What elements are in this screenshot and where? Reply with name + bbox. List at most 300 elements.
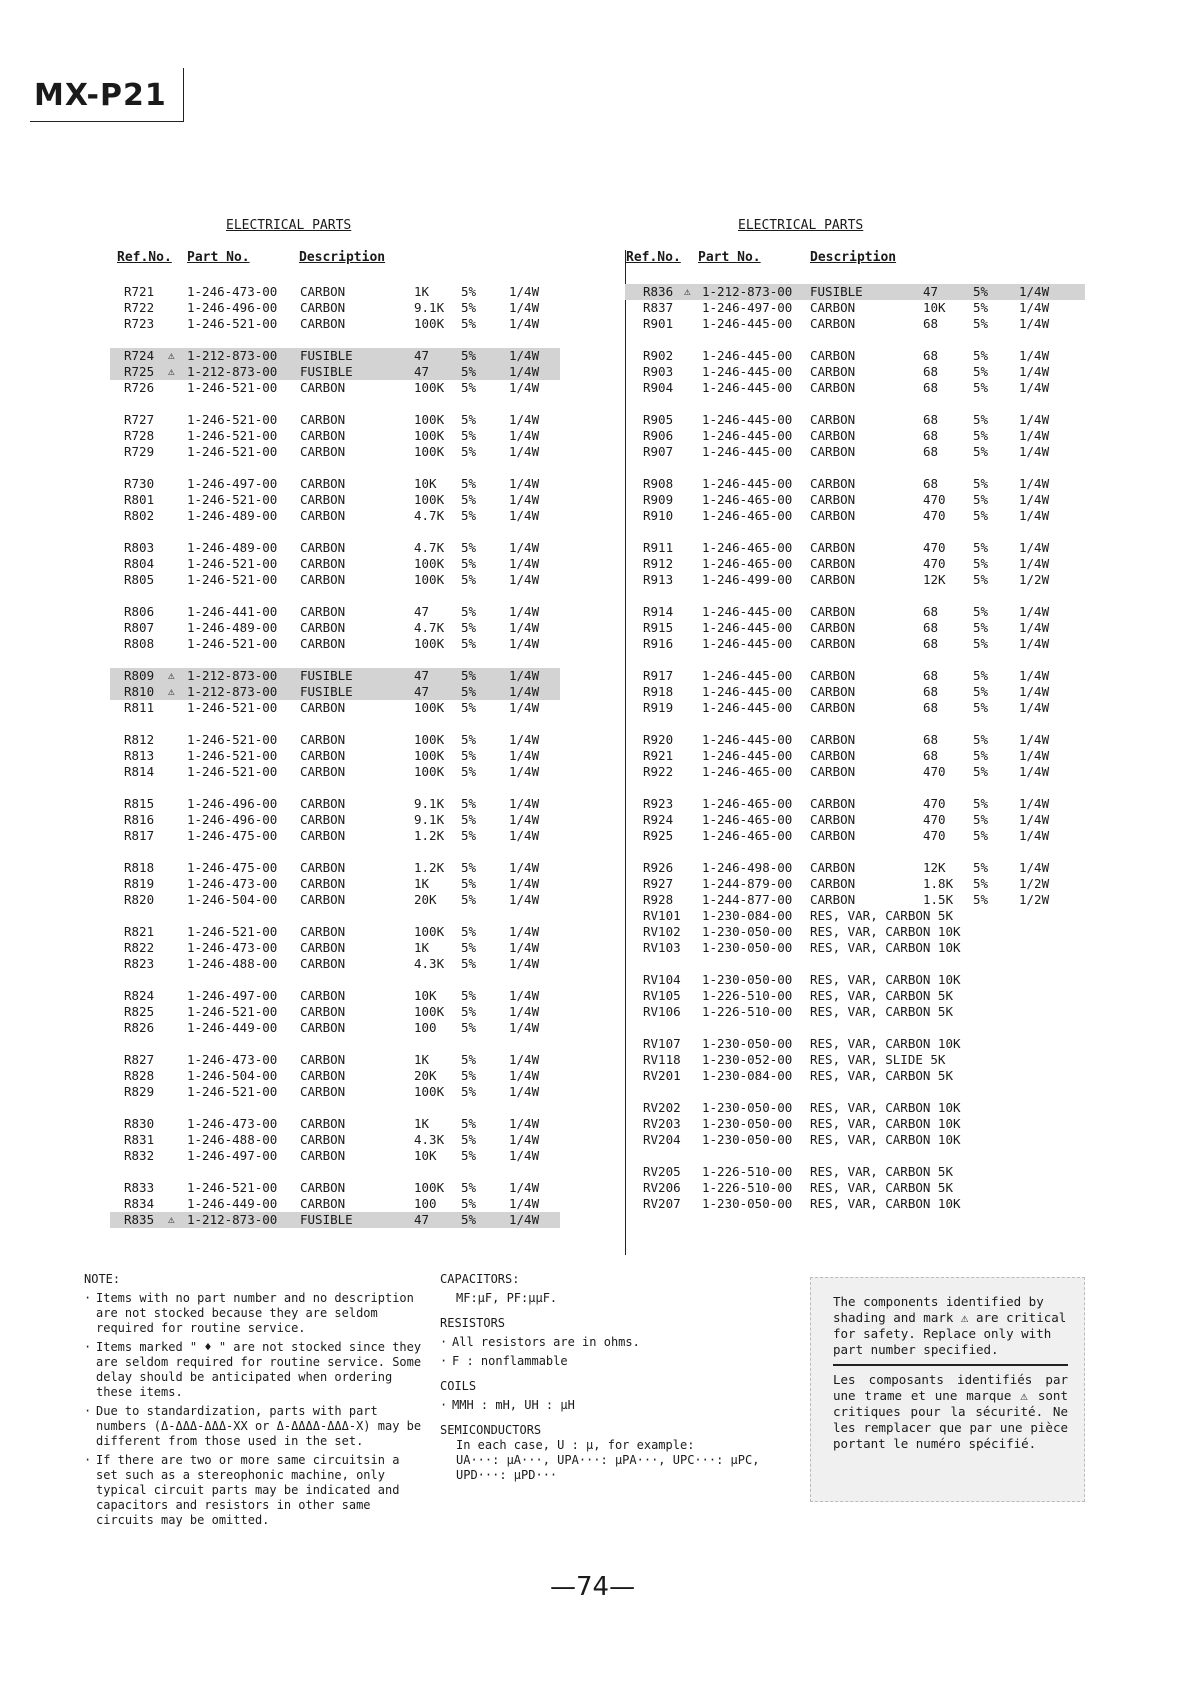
note-item: · Items marked " ♦ " are not stocked since they are seldom required for routine service. Some delay should be anticipated when ordering these items. (84, 1340, 422, 1399)
cell-val: 100K (414, 700, 445, 715)
part-row (625, 572, 1085, 588)
cell-ref: R833 (124, 1180, 155, 1195)
cell-watt: 1/4W (509, 540, 540, 555)
part-row (110, 284, 560, 300)
part-row (625, 284, 1085, 300)
cell-watt: 1/4W (509, 364, 540, 379)
part-row (625, 1100, 1085, 1116)
cell-watt: 1/4W (1019, 284, 1050, 299)
part-row (110, 1212, 560, 1228)
cell-part: 1-246-489-00 (187, 620, 278, 635)
part-row (625, 300, 1085, 316)
cell-ref: R729 (124, 444, 155, 459)
cell-ref: R905 (643, 412, 674, 427)
cell-tol: 5% (461, 860, 477, 875)
cell-part: 1-212-873-00 (702, 284, 793, 299)
cell-val: 4.7K (414, 620, 445, 635)
cell-val: 1K (414, 876, 430, 891)
cell-tol: 5% (461, 476, 477, 491)
cell-part: 1-244-879-00 (702, 876, 793, 891)
cell-watt: 1/4W (509, 1132, 540, 1147)
cell-val: 100 (414, 1020, 437, 1035)
cell-desc: CARBON (300, 956, 346, 971)
cell-tol: 5% (973, 748, 989, 763)
cell-part: 1-246-465-00 (702, 540, 793, 555)
cell-tol: 5% (461, 1180, 477, 1195)
part-row (625, 1052, 1085, 1068)
cell-tol: 5% (461, 748, 477, 763)
cell-watt: 1/4W (1019, 732, 1050, 747)
cell-ref: RV102 (643, 924, 681, 939)
cell-watt: 1/4W (509, 764, 540, 779)
cell-tol: 5% (461, 572, 477, 587)
cell-part: 1-246-488-00 (187, 956, 278, 971)
part-row (110, 1116, 560, 1132)
cell-ref: R928 (643, 892, 674, 907)
cell-ref: R804 (124, 556, 155, 571)
cell-ref: RV107 (643, 1036, 681, 1051)
cell-ref: R723 (124, 316, 155, 331)
cell-desc: CARBON (300, 1020, 346, 1035)
cell-tol: 5% (973, 412, 989, 427)
cell-val: 4.7K (414, 508, 445, 523)
part-row (625, 364, 1085, 380)
cell-part: 1-246-496-00 (187, 300, 278, 315)
cell-desc: CARBON (810, 732, 856, 747)
cell-desc: CARBON (300, 1116, 346, 1131)
part-row (625, 636, 1085, 652)
part-row (110, 428, 560, 444)
cell-part: 1-246-521-00 (187, 924, 278, 939)
note-section (84, 1272, 424, 1528)
cell-part: 1-246-445-00 (702, 364, 793, 379)
part-row (625, 1004, 1085, 1020)
cell-part: 1-246-465-00 (702, 812, 793, 827)
cell-tol: 5% (461, 1020, 477, 1035)
cell-val: 47 (414, 668, 430, 683)
part-row (625, 764, 1085, 780)
cell-ref: R836 (643, 284, 674, 299)
cell-val: 68 (923, 316, 939, 331)
cell-ref: R920 (643, 732, 674, 747)
cell-ref: R901 (643, 316, 674, 331)
cell-watt: 1/4W (1019, 444, 1050, 459)
part-row (625, 380, 1085, 396)
part-row (110, 492, 560, 508)
model-divider-horizontal (30, 121, 184, 122)
cell-tol: 5% (973, 284, 989, 299)
cell-val: 100K (414, 428, 445, 443)
warning-triangle-icon: ⚠ (168, 349, 175, 362)
part-row (110, 1004, 560, 1020)
cell-ref: R922 (643, 764, 674, 779)
cell-val: 100 (414, 1196, 437, 1211)
parts-list-left (110, 284, 560, 1228)
cell-part: 1-230-050-00 (702, 940, 793, 955)
cell-desc: FUSIBLE (300, 1212, 353, 1227)
note-item: · Items with no part number and no description are not stocked because they are seldom required for routine service. (84, 1291, 414, 1335)
cell-desc: RES, VAR, CARBON 10K (810, 924, 961, 939)
header-part: Part No. (187, 250, 250, 265)
cell-watt: 1/2W (1019, 876, 1050, 891)
model-divider-vertical (183, 68, 184, 122)
cell-part: 1-230-050-00 (702, 1116, 793, 1131)
cell-ref: R913 (643, 572, 674, 587)
cell-desc: CARBON (300, 508, 346, 523)
cell-desc: CARBON (300, 444, 346, 459)
cell-watt: 1/4W (509, 1212, 540, 1227)
part-row (110, 556, 560, 572)
cell-tol: 5% (973, 364, 989, 379)
cell-val: 470 (923, 556, 946, 571)
part-row (625, 1068, 1085, 1084)
cell-watt: 1/4W (509, 796, 540, 811)
cell-tol: 5% (973, 828, 989, 843)
part-row (625, 540, 1085, 556)
cell-part: 1-246-497-00 (187, 476, 278, 491)
cell-part: 1-246-521-00 (187, 732, 278, 747)
part-row (110, 860, 560, 876)
cell-tol: 5% (461, 428, 477, 443)
cell-desc: RES, VAR, CARBON 5K (810, 1068, 953, 1083)
cell-val: 100K (414, 572, 445, 587)
cell-ref: R809 (124, 668, 155, 683)
cell-watt: 1/4W (509, 412, 540, 427)
cell-part: 1-246-445-00 (702, 428, 793, 443)
part-row (110, 1052, 560, 1068)
cell-watt: 1/4W (509, 940, 540, 955)
cell-part: 1-246-445-00 (702, 732, 793, 747)
header-ref: Ref.No. (626, 250, 681, 265)
cell-watt: 1/4W (509, 668, 540, 683)
cell-watt: 1/2W (1019, 572, 1050, 587)
cell-tol: 5% (461, 300, 477, 315)
cell-desc: CARBON (810, 812, 856, 827)
safety-text-en: The components identified by shading and mark ⚠ are critical for safety. Replace only with part number specified. (833, 1294, 1067, 1357)
cell-ref: R921 (643, 748, 674, 763)
part-row (625, 444, 1085, 460)
cell-ref: R803 (124, 540, 155, 555)
capacitors-title: CAPACITORS: (440, 1272, 520, 1286)
cell-ref: R907 (643, 444, 674, 459)
cell-part: 1-246-441-00 (187, 604, 278, 619)
cell-desc: CARBON (810, 348, 856, 363)
cell-ref: R902 (643, 348, 674, 363)
cell-desc: CARBON (300, 380, 346, 395)
cell-watt: 1/4W (509, 988, 540, 1003)
cell-desc: CARBON (810, 444, 856, 459)
cell-desc: CARBON (300, 316, 346, 331)
cell-desc: CARBON (300, 476, 346, 491)
cell-ref: R925 (643, 828, 674, 843)
cell-part: 1-246-445-00 (702, 636, 793, 651)
part-row (625, 684, 1085, 700)
cell-desc: CARBON (300, 540, 346, 555)
cell-desc: CARBON (300, 412, 346, 427)
cell-tol: 5% (461, 684, 477, 699)
cell-ref: RV206 (643, 1180, 681, 1195)
cell-part: 1-212-873-00 (187, 668, 278, 683)
cell-val: 1.2K (414, 860, 445, 875)
part-row (110, 572, 560, 588)
cell-ref: R909 (643, 492, 674, 507)
cell-val: 100K (414, 764, 445, 779)
cell-val: 10K (414, 988, 437, 1003)
cell-ref: R808 (124, 636, 155, 651)
cell-desc: CARBON (300, 1180, 346, 1195)
cell-watt: 1/4W (1019, 604, 1050, 619)
cell-tol: 5% (461, 620, 477, 635)
cell-desc: RES, VAR, CARBON 5K (810, 908, 953, 923)
cell-watt: 1/4W (509, 348, 540, 363)
part-row (110, 1020, 560, 1036)
cell-desc: CARBON (810, 556, 856, 571)
cell-ref: R822 (124, 940, 155, 955)
cell-ref: R725 (124, 364, 155, 379)
cell-part: 1-230-050-00 (702, 924, 793, 939)
cell-tol: 5% (461, 956, 477, 971)
cell-ref: R919 (643, 700, 674, 715)
resistors-item: · F : nonflammable (440, 1354, 568, 1368)
cell-watt: 1/4W (1019, 796, 1050, 811)
cell-watt: 1/4W (509, 1068, 540, 1083)
cell-desc: FUSIBLE (300, 364, 353, 379)
cell-ref: R926 (643, 860, 674, 875)
part-row (110, 444, 560, 460)
cell-part: 1-246-499-00 (702, 572, 793, 587)
cell-watt: 1/4W (1019, 556, 1050, 571)
cell-tol: 5% (461, 1004, 477, 1019)
cell-val: 68 (923, 668, 939, 683)
cell-tol: 5% (973, 796, 989, 811)
cell-watt: 1/4W (509, 316, 540, 331)
cell-desc: CARBON (300, 284, 346, 299)
cell-tol: 5% (461, 1116, 477, 1131)
cell-watt: 1/4W (1019, 316, 1050, 331)
cell-val: 47 (414, 364, 430, 379)
cell-watt: 1/4W (1019, 748, 1050, 763)
cell-watt: 1/4W (1019, 300, 1050, 315)
cell-watt: 1/4W (1019, 812, 1050, 827)
cell-part: 1-246-521-00 (187, 572, 278, 587)
cell-desc: RES, VAR, SLIDE 5K (810, 1052, 946, 1067)
cell-val: 68 (923, 412, 939, 427)
cell-ref: R823 (124, 956, 155, 971)
cell-tol: 5% (973, 444, 989, 459)
cell-part: 1-246-489-00 (187, 540, 278, 555)
cell-ref: R830 (124, 1116, 155, 1131)
cell-watt: 1/4W (509, 1052, 540, 1067)
cell-watt: 1/4W (1019, 492, 1050, 507)
part-row (110, 364, 560, 380)
cell-ref: R801 (124, 492, 155, 507)
cell-watt: 1/4W (509, 1196, 540, 1211)
cell-tol: 5% (973, 300, 989, 315)
cell-ref: R908 (643, 476, 674, 491)
cell-tol: 5% (461, 604, 477, 619)
cell-watt: 1/4W (509, 636, 540, 651)
cell-tol: 5% (461, 444, 477, 459)
cell-ref: R728 (124, 428, 155, 443)
cell-part: 1-246-445-00 (702, 684, 793, 699)
semiconductors-line: UPD···: μPD··· (456, 1468, 558, 1482)
header-part: Part No. (698, 250, 761, 265)
cell-part: 1-246-473-00 (187, 940, 278, 955)
cell-part: 1-230-050-00 (702, 1132, 793, 1147)
cell-tol: 5% (461, 636, 477, 651)
cell-desc: RES, VAR, CARBON 10K (810, 972, 961, 987)
cell-desc: CARBON (300, 556, 346, 571)
cell-watt: 1/4W (509, 748, 540, 763)
cell-part: 1-246-449-00 (187, 1020, 278, 1035)
cell-part: 1-246-473-00 (187, 284, 278, 299)
cell-desc: CARBON (810, 828, 856, 843)
cell-desc: RES, VAR, CARBON 10K (810, 940, 961, 955)
cell-val: 4.3K (414, 1132, 445, 1147)
cell-desc: CARBON (810, 380, 856, 395)
cell-part: 1-246-475-00 (187, 828, 278, 843)
part-row (110, 924, 560, 940)
cell-part: 1-246-521-00 (187, 1084, 278, 1099)
cell-watt: 1/4W (1019, 508, 1050, 523)
cell-part: 1-246-498-00 (702, 860, 793, 875)
part-row (625, 1180, 1085, 1196)
cell-desc: CARBON (300, 1084, 346, 1099)
cell-watt: 1/4W (1019, 828, 1050, 843)
cell-desc: CARBON (300, 828, 346, 843)
cell-part: 1-246-521-00 (187, 380, 278, 395)
part-row (625, 556, 1085, 572)
cell-watt: 1/4W (1019, 364, 1050, 379)
cell-part: 1-230-050-00 (702, 1100, 793, 1115)
cell-val: 100K (414, 556, 445, 571)
capacitors-text: MF:μF, PF:μμF. (456, 1291, 558, 1305)
cell-part: 1-246-521-00 (187, 700, 278, 715)
cell-val: 12K (923, 860, 946, 875)
cell-ref: R829 (124, 1084, 155, 1099)
note-title: NOTE: (84, 1272, 121, 1286)
coils-item: · MMH : mH, UH : μH (440, 1398, 575, 1412)
cell-part: 1-226-510-00 (702, 1180, 793, 1195)
cell-tol: 5% (461, 1132, 477, 1147)
cell-part: 1-246-521-00 (187, 316, 278, 331)
cell-val: 100K (414, 444, 445, 459)
cell-tol: 5% (973, 604, 989, 619)
header-desc: Description (299, 250, 386, 265)
part-row (625, 988, 1085, 1004)
cell-part: 1-226-510-00 (702, 1004, 793, 1019)
cell-ref: R923 (643, 796, 674, 811)
cell-watt: 1/4W (1019, 860, 1050, 875)
resistors-title: RESISTORS (440, 1316, 506, 1330)
cell-tol: 5% (461, 1148, 477, 1163)
part-row (625, 796, 1085, 812)
cell-desc: CARBON (300, 1132, 346, 1147)
cell-tol: 5% (973, 316, 989, 331)
warning-triangle-icon: ⚠ (168, 365, 175, 378)
cell-ref: R826 (124, 1020, 155, 1035)
cell-watt: 1/4W (509, 1180, 540, 1195)
cell-tol: 5% (461, 828, 477, 843)
cell-desc: CARBON (300, 748, 346, 763)
cell-tol: 5% (461, 940, 477, 955)
cell-watt: 1/4W (509, 1020, 540, 1035)
parts-list-right (625, 284, 1085, 1212)
cell-desc: RES, VAR, CARBON 5K (810, 1180, 953, 1195)
cell-part: 1-246-465-00 (702, 492, 793, 507)
cell-tol: 5% (973, 860, 989, 875)
cell-part: 1-246-504-00 (187, 1068, 278, 1083)
part-row (625, 748, 1085, 764)
cell-ref: R917 (643, 668, 674, 683)
cell-val: 470 (923, 796, 946, 811)
part-row (110, 620, 560, 636)
cell-ref: R906 (643, 428, 674, 443)
cell-ref: R820 (124, 892, 155, 907)
cell-part: 1-246-521-00 (187, 492, 278, 507)
cell-val: 12K (923, 572, 946, 587)
note-item: · If there are two or more same circuitsin a set such as a stereophonic machine, only typical circuit parts may be indicated and capacitors and resistors in other same circuits may be omitted. (84, 1453, 400, 1527)
cell-tol: 5% (461, 364, 477, 379)
part-row (110, 796, 560, 812)
cell-desc: CARBON (300, 812, 346, 827)
part-row (625, 924, 1085, 940)
cell-part: 1-226-510-00 (702, 1164, 793, 1179)
cell-watt: 1/4W (509, 828, 540, 843)
cell-ref: R730 (124, 476, 155, 491)
cell-part: 1-246-473-00 (187, 876, 278, 891)
part-row (625, 508, 1085, 524)
cell-tol: 5% (461, 316, 477, 331)
cell-part: 1-246-445-00 (702, 604, 793, 619)
semiconductors-line: UA···: μA···, UPA···: μPA···, UPC···: μPC, (456, 1453, 760, 1467)
cell-desc: FUSIBLE (300, 684, 353, 699)
cell-val: 68 (923, 684, 939, 699)
part-row (625, 604, 1085, 620)
cell-ref: R911 (643, 540, 674, 555)
cell-watt: 1/4W (1019, 764, 1050, 779)
cell-tol: 5% (973, 380, 989, 395)
cell-watt: 1/4W (509, 300, 540, 315)
cell-tol: 5% (461, 700, 477, 715)
safety-notice (810, 1277, 1085, 1502)
part-row (110, 1180, 560, 1196)
cell-val: 68 (923, 620, 939, 635)
part-row (110, 476, 560, 492)
cell-watt: 1/4W (509, 684, 540, 699)
cell-watt: 1/4W (509, 508, 540, 523)
cell-ref: R827 (124, 1052, 155, 1067)
cell-part: 1-246-521-00 (187, 444, 278, 459)
cell-val: 68 (923, 732, 939, 747)
cell-val: 100K (414, 380, 445, 395)
cell-tol: 5% (461, 1196, 477, 1211)
cell-desc: FUSIBLE (300, 668, 353, 683)
cell-watt: 1/4W (509, 284, 540, 299)
cell-part: 1-246-473-00 (187, 1116, 278, 1131)
cell-val: 1K (414, 940, 430, 955)
part-row (625, 828, 1085, 844)
part-row (110, 508, 560, 524)
cell-part: 1-212-873-00 (187, 348, 278, 363)
cell-part: 1-246-465-00 (702, 556, 793, 571)
cell-tol: 5% (973, 892, 989, 907)
cell-val: 470 (923, 828, 946, 843)
cell-ref: R727 (124, 412, 155, 427)
part-row (110, 940, 560, 956)
cell-ref: R914 (643, 604, 674, 619)
cell-val: 68 (923, 348, 939, 363)
